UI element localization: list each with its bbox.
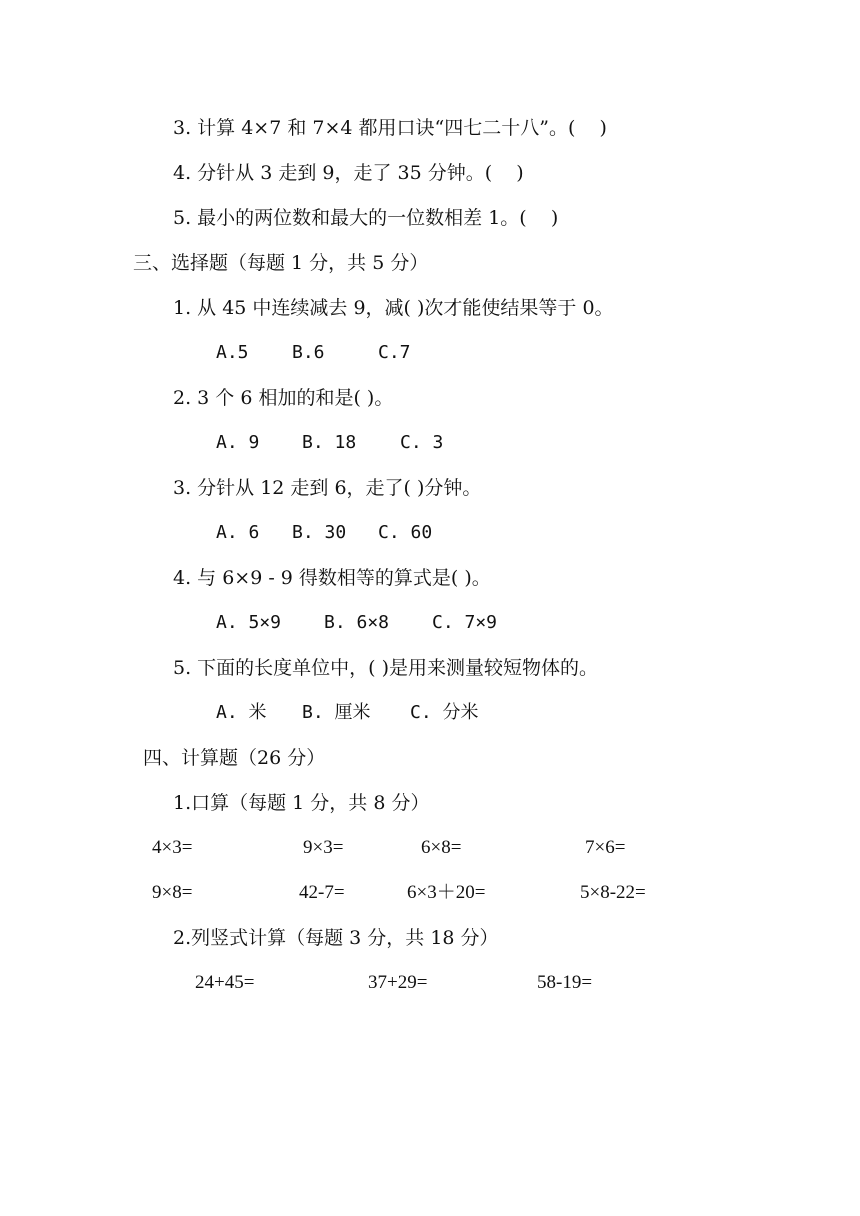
choice-1-option-b: B.6 <box>292 342 325 363</box>
choice-section-title: 三、选择题（每题 1 分，共 5 分） <box>133 252 429 274</box>
oral-calc-row1-item1: 4×3= <box>152 837 193 858</box>
choice-5-option-b: B. 厘米 <box>302 702 371 723</box>
calc-section-title: 四、计算题（26 分） <box>143 747 326 769</box>
judge-item-5: 5. 最小的两位数和最大的一位数相差 1。( ) <box>173 207 559 229</box>
choice-2-option-b: B. 18 <box>302 432 357 453</box>
vertical-calc-item2: 37+29= <box>368 972 428 993</box>
judge-item-3: 3. 计算 4×7 和 7×4 都用口诀“四七二十八”。( ) <box>173 117 607 139</box>
choice-question-5: 5. 下面的长度单位中，( )是用来测量较短物体的。 <box>173 657 599 679</box>
oral-calc-row1-item2: 9×3= <box>303 837 344 858</box>
oral-calc-row2-item1: 9×8= <box>152 882 193 903</box>
choice-question-2: 2. 3 个 6 相加的和是( )。 <box>173 387 394 409</box>
choice-3-option-b: B. 30 <box>292 522 347 543</box>
choice-2-option-c: C. 3 <box>400 432 444 453</box>
oral-calc-row2-item4: 5×8-22= <box>580 882 646 903</box>
choice-question-4: 4. 与 6×9 - 9 得数相等的算式是( )。 <box>173 567 491 589</box>
vertical-calc-title: 2.列竖式计算（每题 3 分，共 18 分） <box>173 927 499 949</box>
choice-4-option-a: A. 5×9 <box>216 612 282 633</box>
oral-calc-row1-item4: 7×6= <box>585 837 626 858</box>
choice-question-3: 3. 分针从 12 走到 6，走了( )分钟。 <box>173 477 482 499</box>
choice-4-option-c: C. 7×9 <box>432 612 498 633</box>
vertical-calc-item3: 58-19= <box>537 972 593 993</box>
choice-3-option-a: A. 6 <box>216 522 260 543</box>
choice-1-option-a: A.5 <box>216 342 249 363</box>
oral-calc-row2-item3: 6×3＋20= <box>407 882 486 903</box>
oral-calc-title: 1.口算（每题 1 分，共 8 分） <box>173 792 430 814</box>
choice-5-option-a: A. 米 <box>216 702 267 723</box>
judge-item-4: 4. 分针从 3 走到 9，走了 35 分钟。( ) <box>173 162 524 184</box>
choice-3-option-c: C. 60 <box>378 522 433 543</box>
choice-2-option-a: A. 9 <box>216 432 260 453</box>
choice-5-option-c: C. 分米 <box>410 702 479 723</box>
oral-calc-row1-item3: 6×8= <box>421 837 462 858</box>
choice-1-option-c: C.7 <box>378 342 411 363</box>
vertical-calc-item1: 24+45= <box>195 972 255 993</box>
choice-question-1: 1. 从 45 中连续减去 9，减( )次才能使结果等于 0。 <box>173 297 614 319</box>
oral-calc-row2-item2: 42-7= <box>299 882 345 903</box>
choice-4-option-b: B. 6×8 <box>324 612 390 633</box>
